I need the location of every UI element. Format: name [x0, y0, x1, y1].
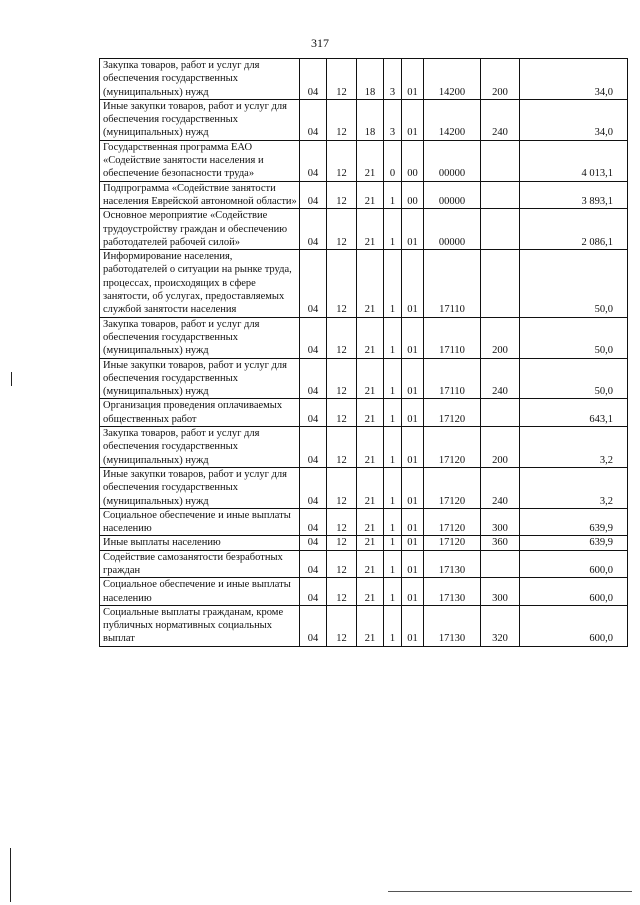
table-row — [100, 605, 628, 646]
code-program: 21 — [357, 181, 384, 209]
code-rz: 04 — [300, 358, 327, 399]
code-pr: 12 — [327, 578, 357, 606]
code-subprogram: 1 — [384, 317, 402, 358]
table-row — [100, 59, 628, 100]
row-amount: 600,0 — [520, 550, 628, 578]
code-direction: 17130 — [424, 605, 481, 646]
code-pr: 12 — [327, 536, 357, 550]
code-pr: 12 — [327, 467, 357, 508]
code-expense-type: 200 — [481, 317, 520, 358]
code-rz: 04 — [300, 181, 327, 209]
code-expense-type — [481, 550, 520, 578]
code-rz: 04 — [300, 578, 327, 606]
code-expense-type: 240 — [481, 358, 520, 399]
table-row — [100, 427, 628, 468]
code-event: 01 — [402, 508, 424, 536]
code-subprogram: 3 — [384, 59, 402, 100]
row-name: Содействие самозанятости безработных граждан — [100, 550, 300, 578]
code-rz: 04 — [300, 140, 327, 181]
row-name: Закупка товаров, работ и услуг для обеспечения государственных (муниципальных) нужд — [100, 59, 300, 100]
code-rz: 04 — [300, 536, 327, 550]
code-direction: 17110 — [424, 317, 481, 358]
table-body — [100, 59, 628, 647]
code-expense-type — [481, 181, 520, 209]
table-row — [100, 536, 628, 550]
scan-margin-mark — [10, 848, 11, 902]
code-event: 00 — [402, 140, 424, 181]
code-direction: 00000 — [424, 181, 481, 209]
row-name: Иные выплаты населению — [100, 536, 300, 550]
code-direction: 14200 — [424, 59, 481, 100]
row-amount: 3,2 — [520, 467, 628, 508]
code-direction: 17110 — [424, 250, 481, 317]
row-name: Иные закупки товаров, работ и услуг для обеспечения государственных (муниципальных) нужд — [100, 467, 300, 508]
row-amount: 639,9 — [520, 536, 628, 550]
code-subprogram: 1 — [384, 250, 402, 317]
code-expense-type — [481, 209, 520, 250]
code-program: 21 — [357, 536, 384, 550]
code-program: 21 — [357, 399, 384, 427]
code-program: 21 — [357, 427, 384, 468]
code-direction: 17120 — [424, 536, 481, 550]
code-expense-type: 240 — [481, 99, 520, 140]
code-event: 01 — [402, 467, 424, 508]
row-name: Социальное обеспечение и иные выплаты населению — [100, 578, 300, 606]
code-subprogram: 1 — [384, 550, 402, 578]
row-amount: 600,0 — [520, 578, 628, 606]
code-direction: 17120 — [424, 399, 481, 427]
table-row — [100, 250, 628, 317]
table-row — [100, 550, 628, 578]
code-expense-type — [481, 399, 520, 427]
code-direction: 14200 — [424, 99, 481, 140]
row-amount: 50,0 — [520, 358, 628, 399]
row-name: Государственная программа ЕАО «Содействие занятости населения и обеспечение безопасности труда» — [100, 140, 300, 181]
code-rz: 04 — [300, 209, 327, 250]
code-event: 01 — [402, 427, 424, 468]
code-event: 01 — [402, 209, 424, 250]
code-direction: 00000 — [424, 140, 481, 181]
code-pr: 12 — [327, 181, 357, 209]
row-amount: 3 893,1 — [520, 181, 628, 209]
code-pr: 12 — [327, 358, 357, 399]
code-program: 21 — [357, 140, 384, 181]
code-subprogram: 1 — [384, 536, 402, 550]
row-amount: 3,2 — [520, 427, 628, 468]
code-program: 21 — [357, 605, 384, 646]
code-subprogram: 1 — [384, 508, 402, 536]
row-name: Социальные выплаты гражданам, кроме публичных нормативных социальных выплат — [100, 605, 300, 646]
code-pr: 12 — [327, 399, 357, 427]
code-program: 18 — [357, 99, 384, 140]
code-direction: 00000 — [424, 209, 481, 250]
code-rz: 04 — [300, 317, 327, 358]
scan-bottom-rule — [388, 891, 632, 892]
row-name: Организация проведения оплачиваемых общественных работ — [100, 399, 300, 427]
code-rz: 04 — [300, 99, 327, 140]
page-number: 317 — [311, 36, 329, 50]
row-name: Социальное обеспечение и иные выплаты населению — [100, 508, 300, 536]
table-row — [100, 399, 628, 427]
code-pr: 12 — [327, 550, 357, 578]
code-rz: 04 — [300, 399, 327, 427]
row-name: Закупка товаров, работ и услуг для обеспечения государственных (муниципальных) нужд — [100, 317, 300, 358]
code-event: 01 — [402, 399, 424, 427]
row-amount: 643,1 — [520, 399, 628, 427]
code-expense-type: 200 — [481, 59, 520, 100]
row-amount: 34,0 — [520, 59, 628, 100]
table-row — [100, 508, 628, 536]
code-subprogram: 1 — [384, 209, 402, 250]
table-row — [100, 317, 628, 358]
code-pr: 12 — [327, 317, 357, 358]
code-rz: 04 — [300, 605, 327, 646]
row-amount: 50,0 — [520, 250, 628, 317]
code-program: 21 — [357, 508, 384, 536]
code-event: 01 — [402, 550, 424, 578]
code-expense-type: 200 — [481, 427, 520, 468]
code-pr: 12 — [327, 605, 357, 646]
code-rz: 04 — [300, 508, 327, 536]
row-amount: 639,9 — [520, 508, 628, 536]
code-subprogram: 1 — [384, 181, 402, 209]
code-expense-type: 300 — [481, 578, 520, 606]
table-row — [100, 140, 628, 181]
row-name: Подпрограмма «Содействие занятости населения Еврейской автономной области» — [100, 181, 300, 209]
code-event: 01 — [402, 250, 424, 317]
row-name: Иные закупки товаров, работ и услуг для обеспечения государственных (муниципальных) нужд — [100, 358, 300, 399]
code-direction: 17110 — [424, 358, 481, 399]
code-rz: 04 — [300, 427, 327, 468]
code-subprogram: 1 — [384, 467, 402, 508]
code-pr: 12 — [327, 209, 357, 250]
code-subprogram: 3 — [384, 99, 402, 140]
code-direction: 17120 — [424, 508, 481, 536]
code-pr: 12 — [327, 59, 357, 100]
code-subprogram: 1 — [384, 578, 402, 606]
table-row — [100, 99, 628, 140]
code-expense-type — [481, 140, 520, 181]
code-rz: 04 — [300, 550, 327, 578]
code-program: 21 — [357, 550, 384, 578]
table-row — [100, 467, 628, 508]
code-subprogram: 1 — [384, 605, 402, 646]
code-direction: 17120 — [424, 467, 481, 508]
row-name: Иные закупки товаров, работ и услуг для обеспечения государственных (муниципальных) нужд — [100, 99, 300, 140]
row-amount: 34,0 — [520, 99, 628, 140]
code-rz: 04 — [300, 467, 327, 508]
code-event: 01 — [402, 99, 424, 140]
row-amount: 50,0 — [520, 317, 628, 358]
code-pr: 12 — [327, 508, 357, 536]
code-expense-type: 240 — [481, 467, 520, 508]
table-row — [100, 181, 628, 209]
scan-margin-mark — [11, 372, 12, 386]
row-amount: 600,0 — [520, 605, 628, 646]
code-event: 01 — [402, 317, 424, 358]
code-event: 01 — [402, 536, 424, 550]
code-rz: 04 — [300, 59, 327, 100]
code-subprogram: 1 — [384, 427, 402, 468]
code-direction: 17130 — [424, 578, 481, 606]
row-name: Основное мероприятие «Содействие трудоустройству граждан и обеспечению работодателей рабочей силой» — [100, 209, 300, 250]
row-name: Закупка товаров, работ и услуг для обеспечения государственных (муниципальных) нужд — [100, 427, 300, 468]
code-event: 01 — [402, 605, 424, 646]
code-subprogram: 1 — [384, 399, 402, 427]
row-amount: 4 013,1 — [520, 140, 628, 181]
code-event: 01 — [402, 358, 424, 399]
code-pr: 12 — [327, 140, 357, 181]
table-row — [100, 578, 628, 606]
code-program: 21 — [357, 209, 384, 250]
table-row — [100, 209, 628, 250]
code-subprogram: 0 — [384, 140, 402, 181]
code-pr: 12 — [327, 427, 357, 468]
code-rz: 04 — [300, 250, 327, 317]
code-expense-type: 300 — [481, 508, 520, 536]
code-program: 18 — [357, 59, 384, 100]
code-event: 00 — [402, 181, 424, 209]
code-direction: 17120 — [424, 427, 481, 468]
budget-table — [99, 58, 628, 647]
code-expense-type — [481, 250, 520, 317]
row-amount: 2 086,1 — [520, 209, 628, 250]
code-pr: 12 — [327, 250, 357, 317]
code-event: 01 — [402, 578, 424, 606]
code-program: 21 — [357, 578, 384, 606]
code-subprogram: 1 — [384, 358, 402, 399]
code-event: 01 — [402, 59, 424, 100]
code-pr: 12 — [327, 99, 357, 140]
code-expense-type: 360 — [481, 536, 520, 550]
code-program: 21 — [357, 358, 384, 399]
table-row — [100, 358, 628, 399]
code-program: 21 — [357, 250, 384, 317]
code-expense-type: 320 — [481, 605, 520, 646]
code-program: 21 — [357, 467, 384, 508]
code-direction: 17130 — [424, 550, 481, 578]
code-program: 21 — [357, 317, 384, 358]
row-name: Информирование населения, работодателей о ситуации на рынке труда, процессах, происходящих в сфере занятости, об услугах, предоставляемых службой занятости населения — [100, 250, 300, 317]
